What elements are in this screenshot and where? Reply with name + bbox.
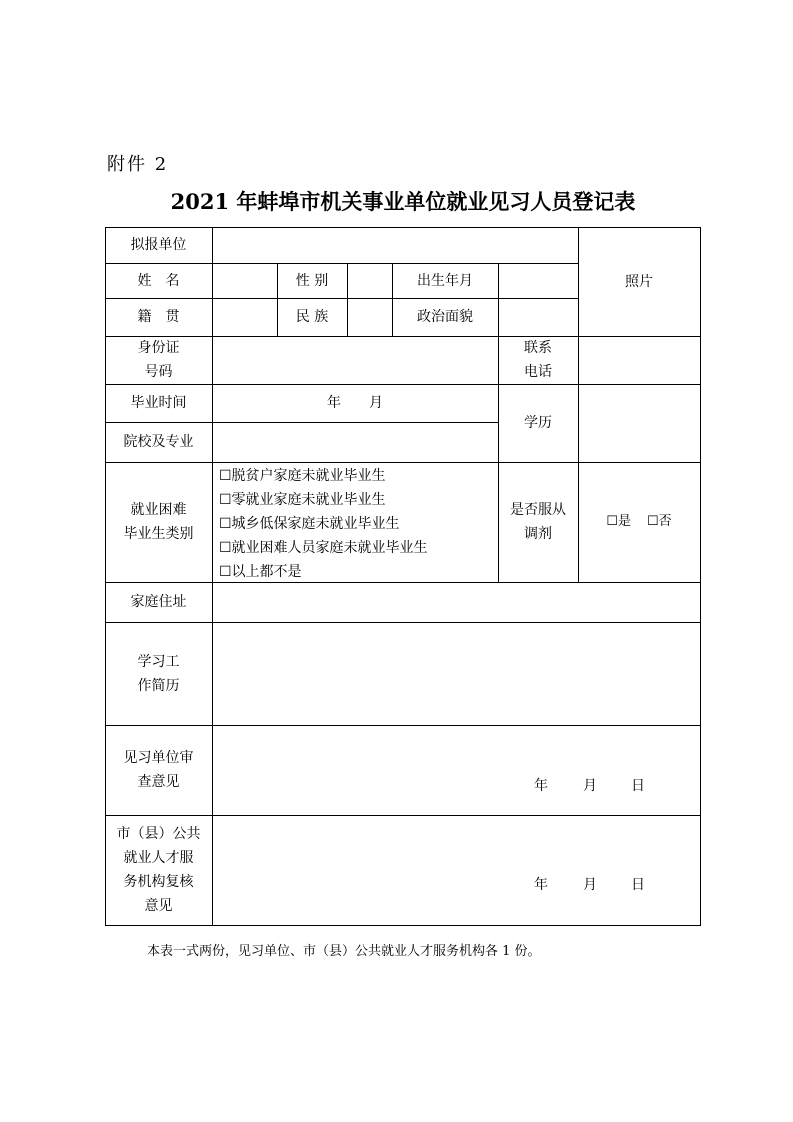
form-title: 2021 年蚌埠市机关事业单位就业见习人员登记表 [170,189,636,214]
obey-yes-option[interactable]: ☐是 [606,514,631,529]
name-label: 姓 名 [137,272,180,289]
education-label: 学历 [524,415,552,431]
unit-review-label: 见习单位审 查意见 [123,750,194,790]
id-number-label: 身份证 号码 [137,340,180,380]
school-major-label: 院校及专业 [123,434,194,450]
obey-no-option[interactable]: ☐否 [647,514,672,529]
obey-adjustment-options [578,462,700,582]
review-date-year: 年 [534,778,548,794]
category-option[interactable]: ☐就业困难人员家庭未就业毕业生 [219,540,428,556]
home-address-label: 家庭住址 [130,594,187,610]
photo-placeholder: 照片 [625,273,653,290]
graduation-time-value: 年 月 [327,395,383,411]
category-option[interactable]: ☐城乡低保家庭未就业毕业生 [219,516,400,532]
footer-note: 本表一式两份，见习单位、市（县）公共就业人才服务机构各 1 份。 [147,944,541,959]
review-date-month: 月 [583,778,597,794]
agency-date-day: 日 [631,877,645,893]
obey-adjustment-label: 是否服从 调剂 [510,502,566,542]
resume-label: 学习工 作简历 [137,653,180,694]
review-date-day: 日 [631,778,645,794]
political-status-label: 政治面貌 [417,309,473,325]
agency-review-label: 市（县）公共 就业人才服 务机构复核 意见 [116,826,201,914]
category-option[interactable]: ☐以上都不是 [219,564,302,580]
attachment-label: 附件 2 [107,154,169,175]
agency-date-month: 月 [583,877,597,893]
category-option[interactable]: ☐零就业家庭未就业毕业生 [219,492,386,508]
difficulty-category-options [219,464,428,584]
category-option[interactable]: ☐脱贫户家庭未就业毕业生 [219,468,386,484]
graduation-time-label: 毕业时间 [130,395,187,411]
difficulty-category-label: 就业困难 毕业生类别 [123,502,194,542]
gender-label: 性 别 [295,272,329,289]
agency-date-year: 年 [534,877,548,893]
unit-label: 拟报单位 [130,237,187,253]
birth-label: 出生年月 [417,272,473,289]
native-place-label: 籍 贯 [137,309,180,325]
phone-label: 联系 电话 [524,340,552,380]
ethnicity-label: 民 族 [295,309,329,325]
